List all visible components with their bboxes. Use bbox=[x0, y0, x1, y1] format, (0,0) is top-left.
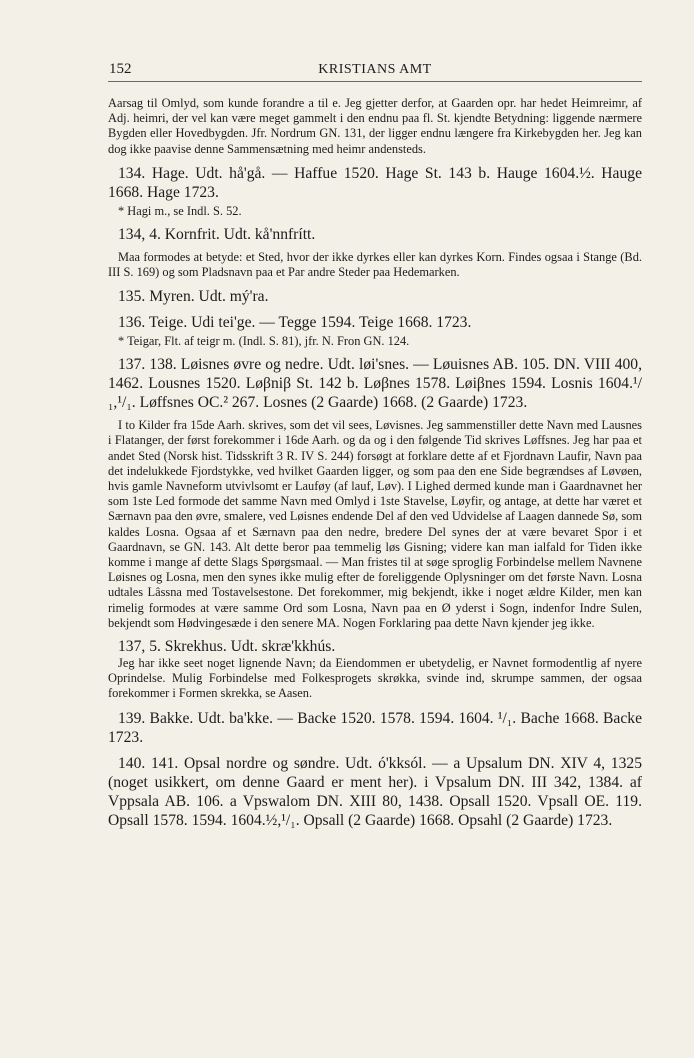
entry-heading: 137, 5. Skrekhus. Udt. skræ'kkhús. bbox=[118, 638, 336, 656]
paragraph: I to Kilder fra 15de Aarh. skrives, som det vil sees, Løvisnes. Jeg sammenstiller dette Navn med Lausnes i Flatanger, der først forekommer i 16de Aarh. og da og i den følgende Tid skrives Løffsnes. Jeg har paa et andet Sted (Norsk hist. Tidsskrift 3 R. IV S. 244) forsøgt at forklare dette af et Fjordnavn Laufir, Navn paa det indelukkede Fjordstykke, ved hvilket Gaarden ligger, og som paa den ene Side begrændses af Løvøen, hvis gamle Navneform utvivlsomt er Lauføy (af lauf, Løv). I Lighed dermed kunde man i Gaardnavnet her som 1ste Led formode det samme Navn med Omlyd i 1ste Stavelse, Løyfir, og antage, at dette har været et Særnavn paa den øvre, smalere, ved Løisnes endende Del af den ved Udvidelse af Laagen dannede Sø, som kaldes Losna. Ogsaa af et Særnavn paa den nedre, bredere Del synes der at være bevaret Spor i et Gaardnavn, se GN. 143. Alt dette beror paa temmelig løs Gisning; videre kan man ialfald for Tiden ikke komme i mange af dette Slags Spørgsmaal. — Man fristes til at søge sproglig Forbindelse mellem Navnene Løisnes og Losna, men den synes ikke mulig efter de foreliggende Oplysninger om det første Navn. Losna udtales Lâssna med Tostavelsestone. Det forekommer, mig bekjendt, ikke i noget ældre Kilder, men kan rimelig formodes at være samme Ord som Losna, Navn paa en Ø yderst i Sogn, indenfor Indre Sulen, bekjendt som Hødvingesæde i den senere MA. Nogen Forklaring paa dette Navn kjender jeg ikke. bbox=[108, 418, 642, 630]
entry-heading: 137. 138. Løisnes øvre og nedre. Udt. løi'snes. — Løuisnes AB. 105. DN. VIII 400, 1462. Lousnes 1520. Løβniβ St. 142 b. Løβnes 1578. Løiβnes 1594. Losnis 1604.¹/₁,¹/₁. Løffsnes OC.² 267. Losnes (2 Gaarde) 1668. (2 Gaarde) 1723. bbox=[108, 356, 642, 412]
footnote-line: * Teigar, Flt. af teigr m. (Indl. S. 81), jfr. N. Fron GN. 124. bbox=[118, 334, 410, 349]
page-body bbox=[108, 96, 642, 830]
entry-heading: 134, 4. Kornfrit. Udt. kå'nnfrítt. bbox=[118, 225, 316, 243]
page-number: 152 bbox=[109, 61, 132, 77]
running-header bbox=[108, 61, 642, 82]
running-title: KRISTIANS AMT bbox=[318, 62, 432, 77]
paragraph: Aarsag til Omlyd, som kunde forandre a til e. Jeg gjetter derfor, at Gaarden opr. har hedet Heimreimr, af Adj. heimri, der vel kan være meget gammelt i den endnu paa fl. St. kjendte Betydning: liggende nærmere Bygden eller Hovedbygden. Jfr. Nordrum GN. 131, der ligger endnu længere fra Kirkebygden her. Jeg kan dog ikke paavise denne Sammensætning med heimr andensteds. bbox=[108, 96, 642, 156]
paragraph: Maa formodes at betyde: et Sted, hvor der ikke dyrkes eller kan dyrkes Korn. Findes ogsaa i Stange (Bd. III S. 169) og som Pladsnavn paa et Par andre Steder paa Hedemarken. bbox=[108, 249, 642, 280]
entry-heading: 139. Bakke. Udt. ba'kke. — Backe 1520. 1578. 1594. 1604. ¹/₁. Bache 1668. Backe 1723. bbox=[108, 709, 642, 746]
paragraph: Jeg har ikke seet noget lignende Navn; da Eiendommen er ubetydelig, er Navnet formodentlig af nyere Oprindelse. Mulig Forbindelse med Folkesprogets skrøkka, svinde ind, skrumpe sammen, der ogsaa forekommer i Formen skrekka, se Aasen. bbox=[108, 656, 642, 701]
entry-heading: 134. Hage. Udt. hå'gå. — Haffue 1520. Hage St. 143 b. Hauge 1604.½. Hauge 1668. Hage 1723. bbox=[108, 164, 642, 201]
entry-heading: 136. Teige. Udi tei'ge. — Tegge 1594. Teige 1668. 1723. bbox=[118, 314, 472, 332]
entry-heading: 140. 141. Opsal nordre og søndre. Udt. ó'kksól. — a Upsalum DN. XIV 4, 1325 (noget usikkert, om denne Gaard er ment her). i Vpsalum DN. III 342, 1384. af Vppsala AB. 106. a Vpswalom DN. XIII 80, 1438. Opsall 1520. Vpsall OE. 119. Opsall 1578. 1594. 1604.½,¹/₁. Opsall (2 Gaarde) 1668. Opsahl (2 Gaarde) 1723. bbox=[108, 754, 642, 829]
footnote-line: * Hagi m., se Indl. S. 52. bbox=[118, 203, 242, 218]
entry-heading: 135. Myren. Udt. mý'ra. bbox=[118, 288, 269, 306]
